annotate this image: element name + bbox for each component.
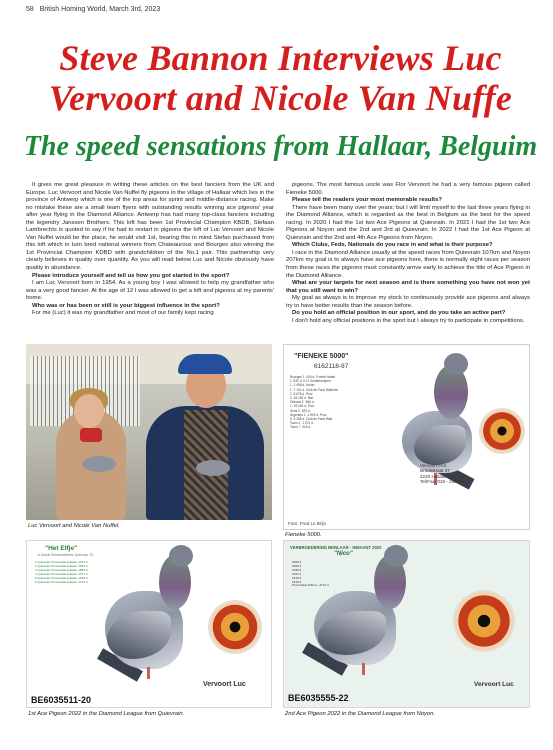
list-item: 2. 28.152 d. Nat. [290,396,314,401]
article-title: Steve Bannon Interviews Luc Vervoort and Nicole Van Nuffe [48,38,513,118]
body-paragraph: My goal as always is to improve my stock to continuously provide ace pigeons and always try to have better results than the season before. [286,295,530,309]
interview-question: Please introduce yourself and tell us how you got started in the sport? [32,272,230,279]
list-item: 6 Quievrain Provinciaal asbeker 1472 d [35,579,88,584]
list-item: 3066 d [292,563,302,568]
pigeon-ring: 6162118-97 [314,363,349,370]
interview-question: Which Clubs, Feds, Nationals do you race in and what is their purpose? [292,242,493,249]
list-item: Brookstraat 37 [420,468,450,474]
pigeon-title: 1e Asduif Diamantalliantie Quievrain '22 [37,553,94,557]
pigeon-eye-image [209,601,261,653]
list-item: 3 Quievrain Provinciaal asbeker 1555 d [35,567,88,572]
list-item: Tours 1. 1.074 d. [290,421,314,426]
pigeon-ring: BE6035555-22 [288,693,349,703]
photo-nico [283,540,530,708]
interview-question: Who was or has been or still is your biggest influence in the sport? [32,302,220,309]
photo-het-elfje [26,540,272,708]
pigeon-name: "FIENEKE 5000" [294,353,349,360]
owner-address [420,463,464,485]
list-item: Tel/Fax: 015 - 246776 [420,479,465,485]
body-paragraph: I race in the Diamond Alliance usually at the speed races from Quievrain 107km and Noyon 207km my goal is to always have ace pigeons here, there is normally eight races per season from these races the pigeons must constantly arrive early to achieve the title of Ace Pigeon in the Diamond Alliance. [286,249,530,279]
body-paragraph: For me (Luc) it was my grandfather and most of our family kept racing [32,310,214,317]
pigeon-nickname: "Het Elfje" [45,545,78,552]
pigeon-ring: BE6035511-20 [31,695,92,705]
list-item: 1819 d [292,579,302,584]
article-subtitle: The speed sensations from Hallaar, Belguim [23,131,538,162]
club-heading: VERBROEDERING BERLAAR - HEIKANT 2022 [290,545,382,550]
list-item: 1. 18.184 d. Prov. [290,404,315,409]
body-paragraph: pigeons. The most famous uncle was Flor Vervoort he had a very famous pigeon called Fieneke 5000. [286,182,530,196]
owner-name: Vervoort Luc [203,681,246,688]
list-item: Sens 2. 529 d. [290,408,311,413]
list-item: 4 Quievrain Provinciaal asbeker 1477 d [35,571,88,576]
list-item: Provinciaal 1662 d - 2170 d [292,583,329,588]
results-list [292,561,452,588]
list-item: 3195 d [292,567,302,572]
list-item: Orleans 1. 566 d. [290,400,315,405]
list-item: 1578 d [292,575,302,580]
page-header [26,6,160,13]
photo-fieneke-5000 [283,344,530,530]
photo3-caption: 1st Ace Pigeon 2022 in the Diamond League from Quievrain. [28,711,185,717]
list-item: Tours 7. 918 d. [290,425,312,430]
photo-credit: Foto: Fred Le Brijn [288,521,327,526]
interview-question: Please tell the readers your most memorable results? [292,197,442,204]
owner-name: Vervoort Luc [474,681,514,688]
list-item: 1. 1.458 d. Union [290,383,315,388]
photo1-caption: Luc Vervoort and Nicole Van Nuffel. [28,523,120,529]
photo-luc-and-nicole [26,344,272,520]
list-item: 2157 d [292,571,302,576]
list-item: 1 Quievrain Provinciaal asbeker 1751 d [35,560,88,564]
body-paragraph: It gives me great pleasure in writing these articles on the best fanciers from the UK and Europe. Luc Vervoort and Nicole Van Nuffel fly pigeons in the village of Hallaar which lies in the province of Antwerp which is one of the top areas for sprint and middle-distance racing. Make no mistake these are a small team flyers with outstanding results winning ace pigeons' year after year flying in the Diamond Alliance. Antwerp has had many top-class fanciers including the legendry Janssen Brothers. This loft has been 1st Provincial Champion KBDB, Stefaan Lambrechts is quoted to say if he had to restart in pigeons the loft of Luc Vervoort and Nicole Van Nuffel would be the place, he would visit 1st, bearing this in mind Stefan purchased from this loft which in turn bred national winners from Chateauroux and Bourges also winning the 1st Provincial Champion KDBD with grandchildren of the No.1 pair. This partnership very clearly believes in quality over quantity. As you will read below Luc and Nicole obviously have quality in abundance. [26,182,274,272]
body-paragraph: There have been many over the years; but I will limit myself to the last three years flying in the Diamond Alliance, which is regarded as the best in Belgium as the best for the speed racing. In 2020 I had the 1st two Ace Pigeons at Quievrain. In 2021 I had the 1st two Ace Pigeons at Noyon and the 2nd and 3rd at Quievrain. In 2022 I had the 1st Ace Pigeon at Quievrain and the 2nd and 4th Ace Pigeons from Noyon. [286,204,530,241]
list-item: Bourges 1. 404 d. Fondel Haute [290,375,336,379]
list-item: 1. 830 d. K.H. Zuiderkempen [290,379,331,384]
body-paragraph: I am Luc Vervoort born in 1954. As a young boy I was allowed to help my grandfather who was a very good fancier. At the age of 12 I was allowed to get a loft and pigeons at my parents' home. [26,280,274,302]
list-item: 2220 Hallaar (B.) [420,473,455,479]
interview-question: Do you hold an official position in our sport, and do you take an active part? [292,310,506,317]
list-item: 5. 3.358 d. Club de Fond Wall. [290,417,333,422]
right-text-column [286,182,530,325]
pigeon-eye-image [480,409,524,453]
body-paragraph: I don't hold any official positions in the sport but I always try to participate in competitions. [292,317,525,324]
pigeon-nickname: "Nico" [334,551,353,557]
pigeon-eye-image [454,591,514,651]
publication-name: British Homing World, March 3rd, 2023 [39,6,161,13]
results-list [35,561,101,584]
list-item: 2. 5.678 d. Prov. [290,391,314,396]
photo4-caption: 2nd Ace Pigeon 2022 in the Diamond League from Noyon. [285,711,435,717]
list-item: 2 Quievrain Provinciaal asbeker 1632 d [35,563,88,568]
photo2-caption: Fieneke 5000. [285,532,322,538]
list-item: 1. 7.101 d. Club de Fond Wallonie [290,387,339,392]
list-item: Argenton 1. 1.909 d. Prov. [290,412,327,417]
interview-question: What are your targets for next season and is there something you have not won yet that you still want to win? [286,280,530,294]
list-item: 1683 d [292,560,302,564]
page-number: 58 [26,6,34,13]
left-text-column [26,182,274,318]
list-item: Vervoort Flor. [420,463,448,468]
pedigree-list [290,375,380,430]
list-item: 5 Quievrain Provinciaal asbeker 1518 d [35,575,88,580]
